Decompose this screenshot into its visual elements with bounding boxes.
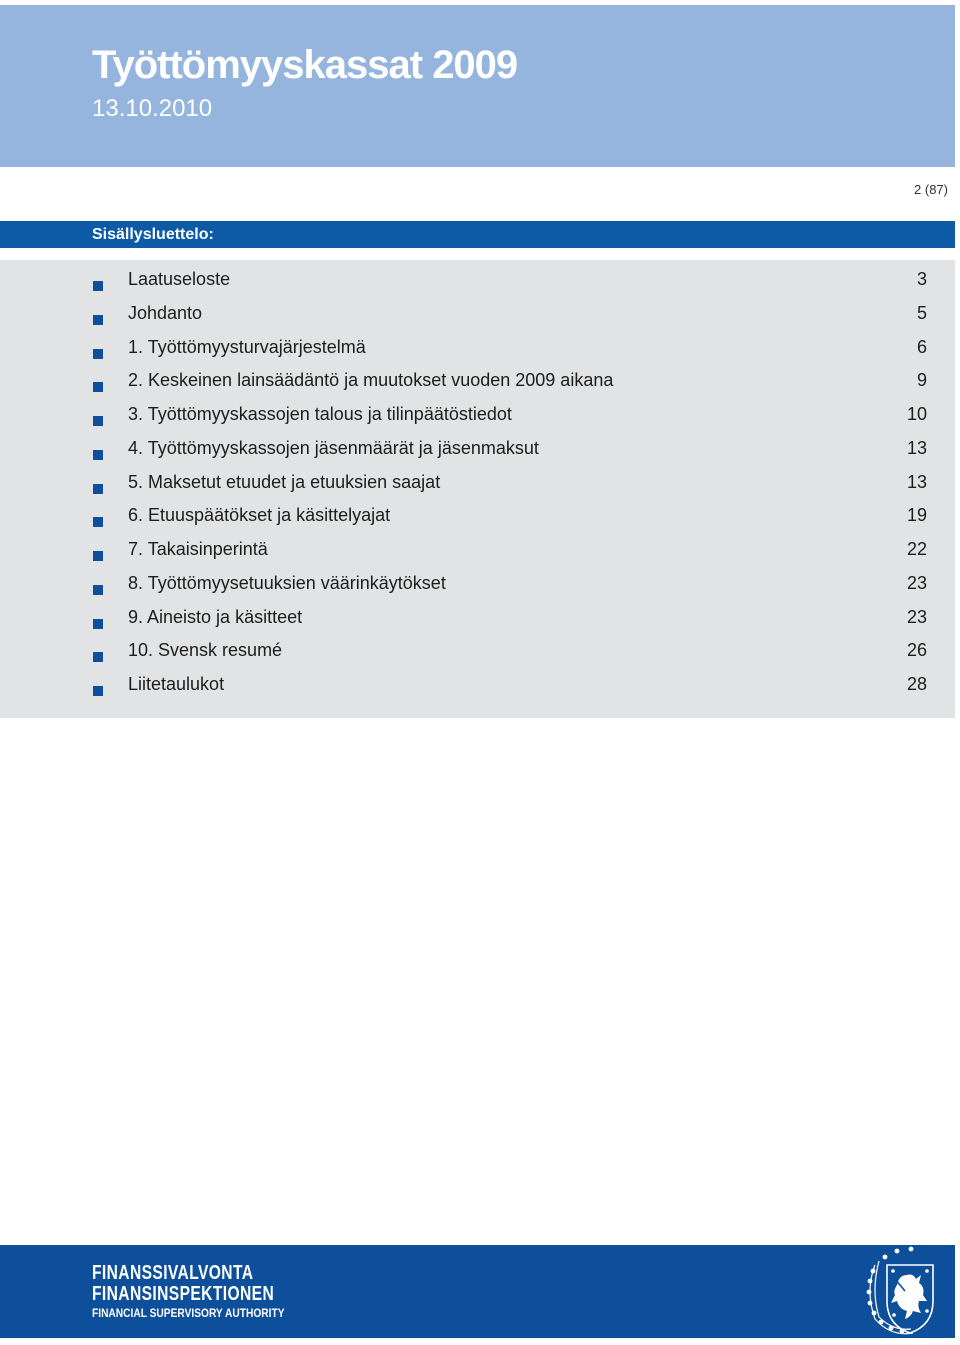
bullet-icon — [93, 382, 103, 392]
toc-item[interactable] — [0, 334, 955, 368]
bullet-icon — [93, 349, 103, 359]
bullet-icon — [93, 450, 103, 460]
toc-item[interactable] — [0, 266, 955, 300]
bullet-icon — [93, 619, 103, 629]
toc-item[interactable] — [0, 300, 955, 334]
toc-item-page: 23 — [906, 572, 927, 593]
toc-item-label[interactable]: 6. Etuuspäätökset ja käsittelyajat — [128, 505, 391, 526]
toc-item[interactable] — [0, 671, 955, 705]
toc-item-page: 19 — [906, 505, 927, 526]
toc-item-page: 26 — [906, 640, 927, 661]
toc-item-label[interactable]: 2. Keskeinen lainsäädäntö ja muutokset vuoden 2009 aikana — [128, 370, 614, 391]
toc-item-label[interactable]: 10. Svensk resumé — [128, 640, 283, 661]
toc-item-label[interactable]: 9. Aineisto ja käsitteet — [128, 606, 303, 627]
toc-item-label[interactable]: 7. Takaisinperintä — [128, 539, 268, 559]
page-number: 2 (87) — [914, 182, 948, 197]
toc-item-label[interactable]: Johdanto — [128, 302, 203, 323]
document-date: 13.10.2010 — [92, 95, 213, 122]
header-band — [0, 5, 955, 167]
toc-item-page: 9 — [916, 370, 927, 391]
toc-heading-bar — [0, 221, 955, 248]
toc-item-label[interactable]: Laatuseloste — [128, 269, 231, 289]
bullet-icon — [93, 551, 103, 561]
toc-item[interactable] — [0, 570, 955, 604]
toc-item-page: 13 — [906, 471, 927, 492]
bullet-icon — [93, 686, 103, 696]
toc-item-page: 13 — [906, 437, 927, 458]
document-title: Työttömyyskassat 2009 — [92, 43, 518, 87]
toc-item-page: 6 — [916, 336, 927, 357]
toc-item-label[interactable]: Liitetaulukot — [128, 674, 225, 694]
toc-item-page: 28 — [906, 674, 927, 694]
bullet-icon — [93, 517, 103, 527]
toc-item[interactable] — [0, 536, 955, 570]
toc-item[interactable] — [0, 469, 955, 503]
bullet-icon — [93, 281, 103, 291]
brand-name-finnish: FINANSSIVALVONTA — [92, 1262, 254, 1284]
toc-item-page: 5 — [916, 302, 927, 323]
bullet-icon — [93, 416, 103, 426]
brand-name-swedish: FINANSINSPEKTIONEN — [92, 1283, 275, 1305]
bullet-icon — [93, 315, 103, 325]
toc-item-label[interactable]: 8. Työttömyysetuuksien väärinkäytökset — [128, 572, 446, 593]
toc-item[interactable] — [0, 637, 955, 671]
toc-item[interactable] — [0, 401, 955, 435]
toc-item-label[interactable]: 4. Työttömyyskassojen jäsenmäärät ja jäsenmaksut — [128, 437, 539, 458]
toc-item-page: 3 — [916, 269, 927, 289]
footer-band — [0, 1245, 955, 1338]
brand-logo — [92, 1263, 325, 1321]
toc-item[interactable] — [0, 367, 955, 401]
toc-list — [0, 266, 955, 705]
toc-item-label[interactable]: 3. Työttömyyskassojen talous ja tilinpäätöstiedot — [128, 404, 512, 424]
toc-heading: Sisällysluettelo: — [92, 226, 214, 243]
table-of-contents — [0, 260, 955, 718]
brand-name-english: FINANCIAL SUPERVISORY AUTHORITY — [92, 1306, 285, 1320]
toc-item-page: 22 — [906, 539, 927, 559]
finnish-coat-of-arms-icon — [861, 1245, 941, 1338]
toc-item-page: 23 — [906, 606, 927, 627]
bullet-icon — [93, 652, 103, 662]
bullet-icon — [93, 585, 103, 595]
toc-item-page: 10 — [906, 404, 927, 424]
toc-item[interactable] — [0, 502, 955, 536]
toc-item-label[interactable]: 5. Maksetut etuudet ja etuuksien saajat — [128, 471, 441, 492]
toc-item[interactable] — [0, 604, 955, 638]
toc-item[interactable] — [0, 435, 955, 469]
toc-item-label[interactable]: 1. Työttömyysturvajärjestelmä — [128, 336, 366, 357]
bullet-icon — [93, 484, 103, 494]
